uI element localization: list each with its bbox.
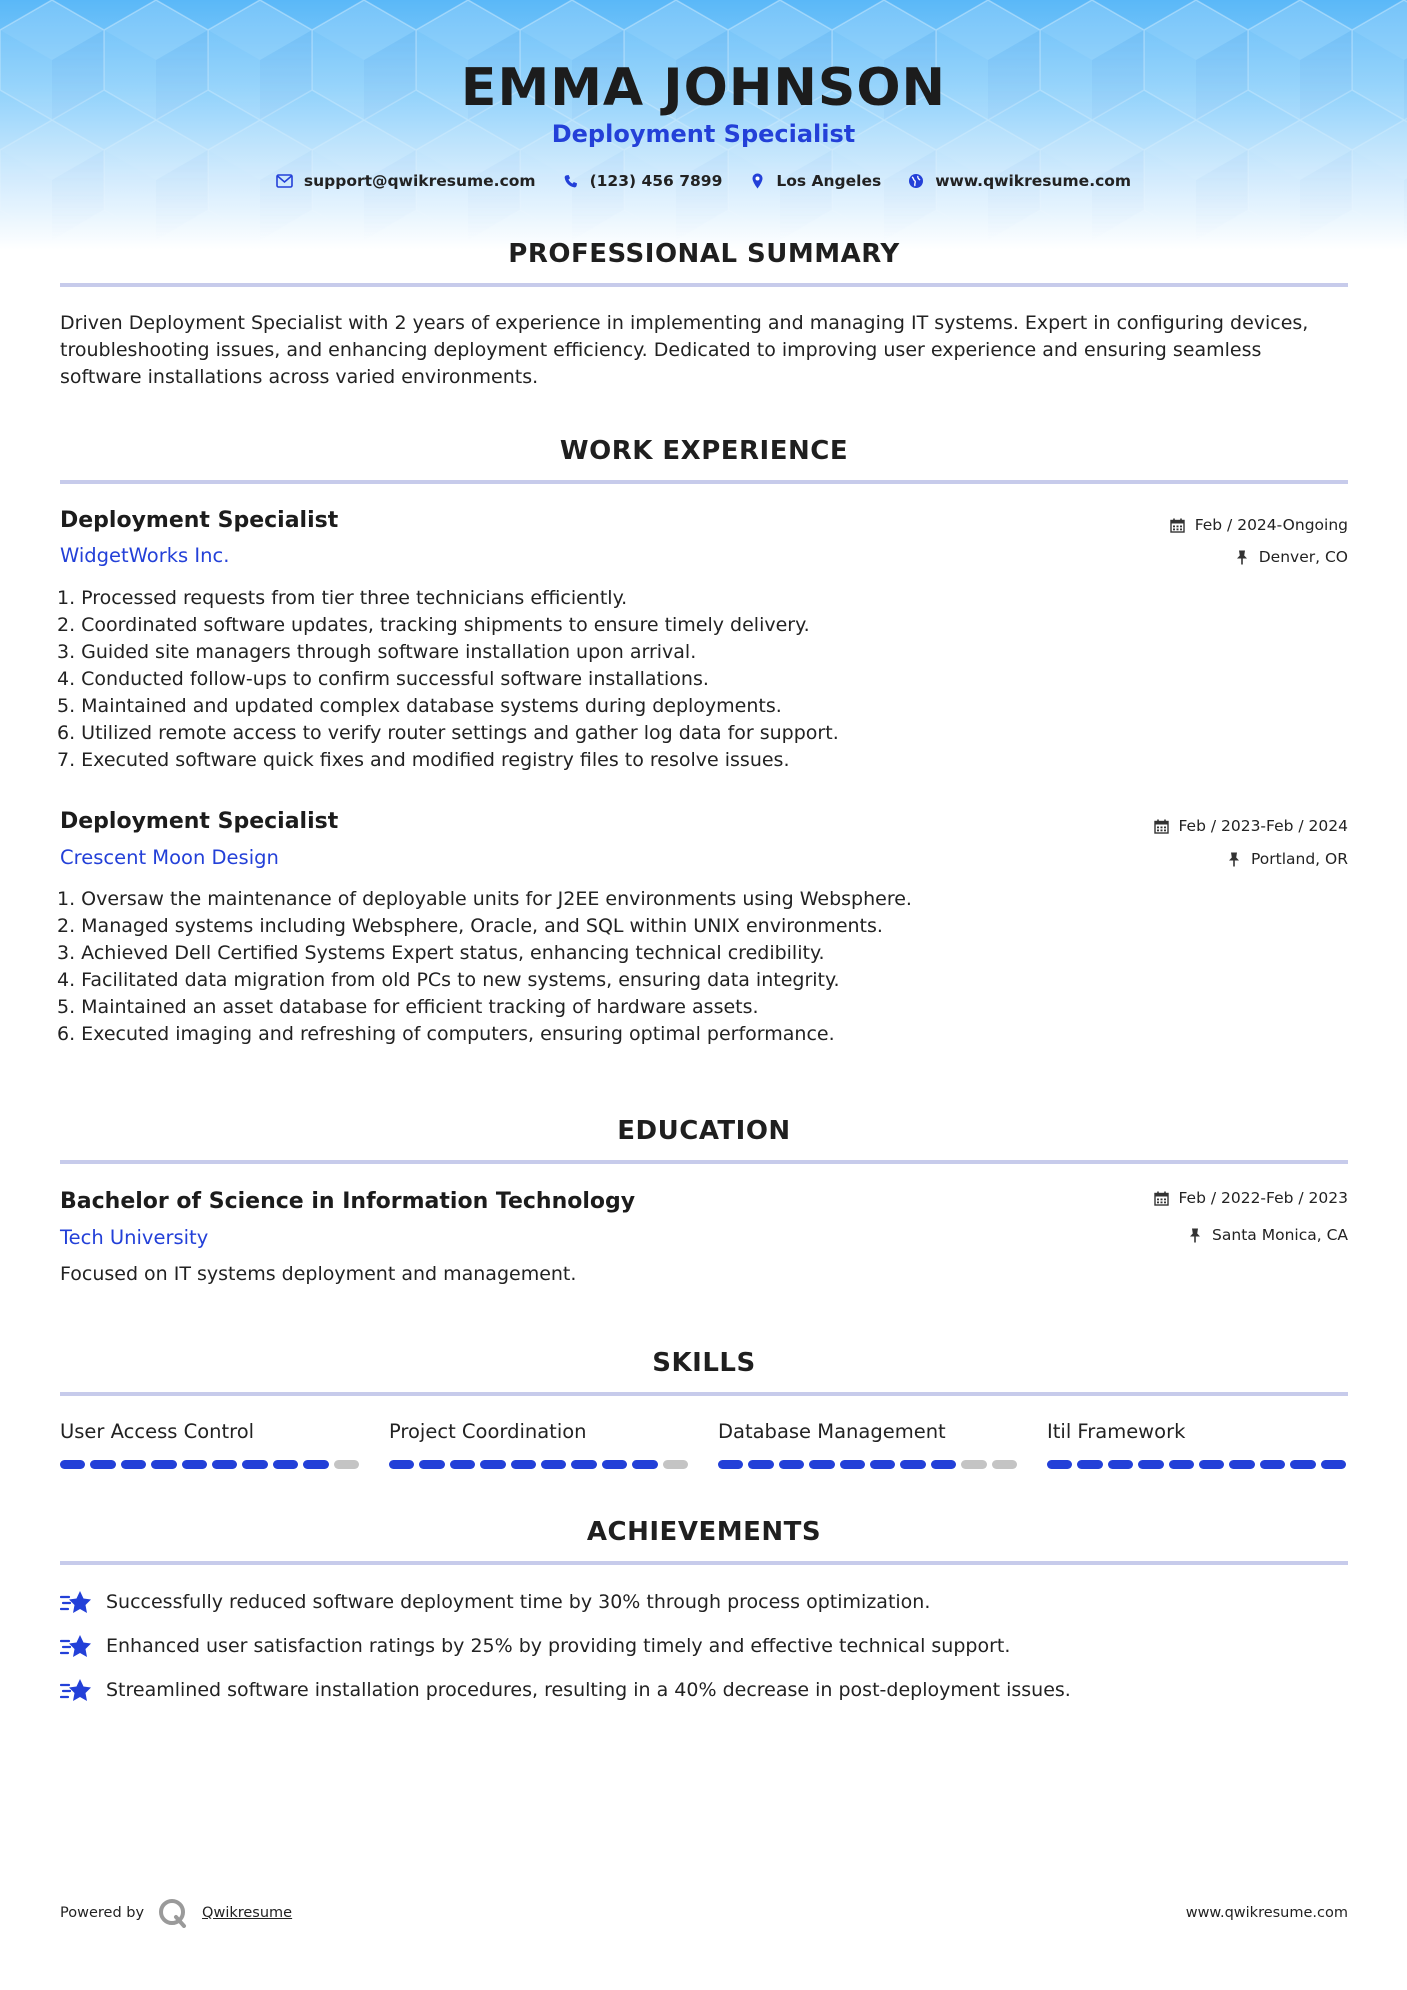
achievement-text: Successfully reduced software deployment time by 30% through process optimization. <box>106 1591 931 1613</box>
skill-segment-filled <box>718 1460 743 1469</box>
section-title-experience: WORK EXPERIENCE <box>559 436 849 466</box>
skill-level-bar <box>718 1460 1017 1469</box>
summary-text: Driven Deployment Specialist with 2 years of experience in implementing and managing IT systems. Expert in configuring devices, troubleshooting issues, and enhancing deployment efficiency. Dedicated to improving user experience and ensuring seamless software installations across varied environments. <box>60 312 1309 388</box>
list-item: 6. Utilized remote access to verify router settings and gather log data for support. <box>57 722 839 744</box>
skill-segment-filled <box>748 1460 773 1469</box>
section-divider <box>60 1160 1348 1164</box>
skill-segment-filled <box>900 1460 925 1469</box>
contact-email-text: support@qwikresume.com <box>303 172 536 190</box>
skill-level-bar <box>389 1460 688 1469</box>
skill-segment-filled <box>1108 1460 1133 1469</box>
skill-segment-empty <box>961 1460 986 1469</box>
contact-phone[interactable] <box>562 172 723 190</box>
job-location <box>1233 548 1348 566</box>
skill-name: Project Coordination <box>389 1420 587 1443</box>
achievement-item <box>60 1676 1071 1704</box>
qwikresume-link[interactable]: Qwikresume <box>202 1905 293 1921</box>
powered-by-label: Powered by <box>60 1905 145 1921</box>
skill-segment-filled <box>389 1460 414 1469</box>
achievement-text: Enhanced user satisfaction ratings by 25% by providing timely and effective technical support. <box>106 1635 1011 1657</box>
section-divider <box>60 480 1348 484</box>
achievement-item <box>60 1588 930 1616</box>
skill-segment-filled <box>90 1460 115 1469</box>
skill-name: Database Management <box>718 1420 946 1443</box>
job-location-text: Denver, CO <box>1258 548 1348 566</box>
list-item: 1. Processed requests from tier three technicians efficiently. <box>57 587 628 609</box>
pushpin-icon <box>1233 548 1251 566</box>
globe-icon <box>907 172 925 190</box>
skill-segment-empty <box>663 1460 688 1469</box>
calendar-icon <box>1169 516 1187 534</box>
skill-segment-filled <box>1047 1460 1072 1469</box>
skill-segment-filled <box>60 1460 85 1469</box>
job-company: Crescent Moon Design <box>60 846 279 869</box>
skill-segment-filled <box>303 1460 328 1469</box>
pushpin-icon <box>1186 1226 1204 1244</box>
skill-segment-filled <box>840 1460 865 1469</box>
section-title-summary: PROFESSIONAL SUMMARY <box>508 239 900 269</box>
section-divider <box>60 1392 1348 1396</box>
skill-name: Itil Framework <box>1047 1420 1186 1443</box>
list-item: 3. Guided site managers through software installation upon arrival. <box>57 641 697 663</box>
job-title: Deployment Specialist <box>60 508 339 533</box>
skill-item <box>389 1420 688 1469</box>
map-pin-icon <box>748 172 766 190</box>
skill-segment-filled <box>632 1460 657 1469</box>
contact-location-text: Los Angeles <box>776 172 882 190</box>
candidate-role: Deployment Specialist <box>551 120 856 148</box>
job-location-text: Portland, OR <box>1250 850 1348 868</box>
skill-segment-filled <box>1077 1460 1102 1469</box>
candidate-name: EMMA JOHNSON <box>460 58 947 118</box>
qwikresume-logo-icon <box>158 1898 188 1928</box>
skill-segment-empty <box>992 1460 1017 1469</box>
job-location <box>1225 850 1348 868</box>
skill-segment-filled <box>511 1460 536 1469</box>
skill-segment-filled <box>809 1460 834 1469</box>
achievement-item <box>60 1632 1010 1660</box>
star-icon <box>60 1632 92 1660</box>
star-icon <box>60 1588 92 1616</box>
envelope-icon <box>276 172 294 190</box>
education-description: Focused on IT systems deployment and management. <box>60 1263 577 1285</box>
list-item: 2. Managed systems including Websphere, Oracle, and SQL within UNIX environments. <box>57 915 883 937</box>
education-location <box>1186 1226 1348 1244</box>
list-item: 1. Oversaw the maintenance of deployable units for J2EE environments using Websphere. <box>57 888 912 910</box>
contact-email[interactable] <box>276 172 536 190</box>
list-item: 5. Maintained an asset database for efficient tracking of hardware assets. <box>57 996 759 1018</box>
list-item: 7. Executed software quick fixes and modified registry files to resolve issues. <box>57 749 790 771</box>
skill-segment-filled <box>541 1460 566 1469</box>
job-company: WidgetWorks Inc. <box>60 544 230 567</box>
contact-website-text: www.qwikresume.com <box>935 172 1132 190</box>
skill-segment-filled <box>1169 1460 1194 1469</box>
pushpin-icon <box>1225 850 1243 868</box>
skill-segment-filled <box>480 1460 505 1469</box>
skill-segment-filled <box>121 1460 146 1469</box>
footer-powered-by <box>60 1898 292 1928</box>
job-responsibilities <box>57 886 1257 1048</box>
skill-segment-filled <box>1290 1460 1315 1469</box>
job-dates <box>1152 817 1348 835</box>
job-dates <box>1169 516 1348 534</box>
skill-segment-filled <box>450 1460 475 1469</box>
job-responsibilities <box>57 585 1257 774</box>
section-title-achievements: ACHIEVEMENTS <box>586 1517 822 1547</box>
list-item: 3. Achieved Dell Certified Systems Expert status, enhancing technical credibility. <box>57 942 825 964</box>
list-item: 5. Maintained and updated complex database systems during deployments. <box>57 695 782 717</box>
skills-list <box>60 1420 1348 1469</box>
phone-icon <box>562 172 580 190</box>
education-location-text: Santa Monica, CA <box>1212 1226 1348 1244</box>
education-school: Tech University <box>60 1226 209 1249</box>
star-icon <box>60 1676 92 1704</box>
list-item: 4. Facilitated data migration from old PCs to new systems, ensuring data integrity. <box>57 969 840 991</box>
skill-segment-filled <box>1260 1460 1285 1469</box>
skill-segment-filled <box>931 1460 956 1469</box>
skill-segment-filled <box>273 1460 298 1469</box>
skill-segment-filled <box>571 1460 596 1469</box>
education-dates-text: Feb / 2022-Feb / 2023 <box>1178 1189 1348 1207</box>
skill-item <box>1047 1420 1346 1469</box>
skill-segment-filled <box>870 1460 895 1469</box>
skill-segment-filled <box>419 1460 444 1469</box>
skill-segment-filled <box>182 1460 207 1469</box>
achievement-text: Streamlined software installation procedures, resulting in a 40% decrease in post-deployment issues. <box>106 1679 1071 1701</box>
section-divider <box>60 1561 1348 1565</box>
list-item: 2. Coordinated software updates, tracking shipments to ensure timely delivery. <box>57 614 810 636</box>
job-title: Deployment Specialist <box>60 809 339 834</box>
skill-segment-filled <box>151 1460 176 1469</box>
footer-url[interactable]: www.qwikresume.com <box>1185 1905 1348 1921</box>
section-divider <box>60 283 1348 287</box>
calendar-icon <box>1152 817 1170 835</box>
skill-level-bar <box>1047 1460 1346 1469</box>
job-dates-text: Feb / 2023-Feb / 2024 <box>1178 817 1348 835</box>
skill-segment-filled <box>1321 1460 1346 1469</box>
education-dates <box>1152 1189 1348 1207</box>
skill-item <box>60 1420 359 1469</box>
contact-location <box>748 172 881 190</box>
skill-segment-filled <box>242 1460 267 1469</box>
contact-phone-text: (123) 456 7899 <box>589 172 723 190</box>
skill-segment-empty <box>334 1460 359 1469</box>
skill-level-bar <box>60 1460 359 1469</box>
list-item: 4. Conducted follow-ups to confirm successful software installations. <box>57 668 709 690</box>
skill-name: User Access Control <box>60 1420 255 1443</box>
skill-item <box>718 1420 1017 1469</box>
skill-segment-filled <box>1199 1460 1224 1469</box>
section-title-education: EDUCATION <box>617 1116 791 1146</box>
skill-segment-filled <box>602 1460 627 1469</box>
skill-segment-filled <box>1138 1460 1163 1469</box>
education-degree: Bachelor of Science in Information Technology <box>60 1189 636 1214</box>
list-item: 6. Executed imaging and refreshing of computers, ensuring optimal performance. <box>57 1023 835 1045</box>
skill-segment-filled <box>212 1460 237 1469</box>
contact-website[interactable] <box>907 172 1131 190</box>
contact-bar <box>0 172 1407 190</box>
job-dates-text: Feb / 2024-Ongoing <box>1194 516 1348 534</box>
skill-segment-filled <box>779 1460 804 1469</box>
section-title-skills: SKILLS <box>652 1348 756 1378</box>
calendar-icon <box>1152 1189 1170 1207</box>
skill-segment-filled <box>1229 1460 1254 1469</box>
